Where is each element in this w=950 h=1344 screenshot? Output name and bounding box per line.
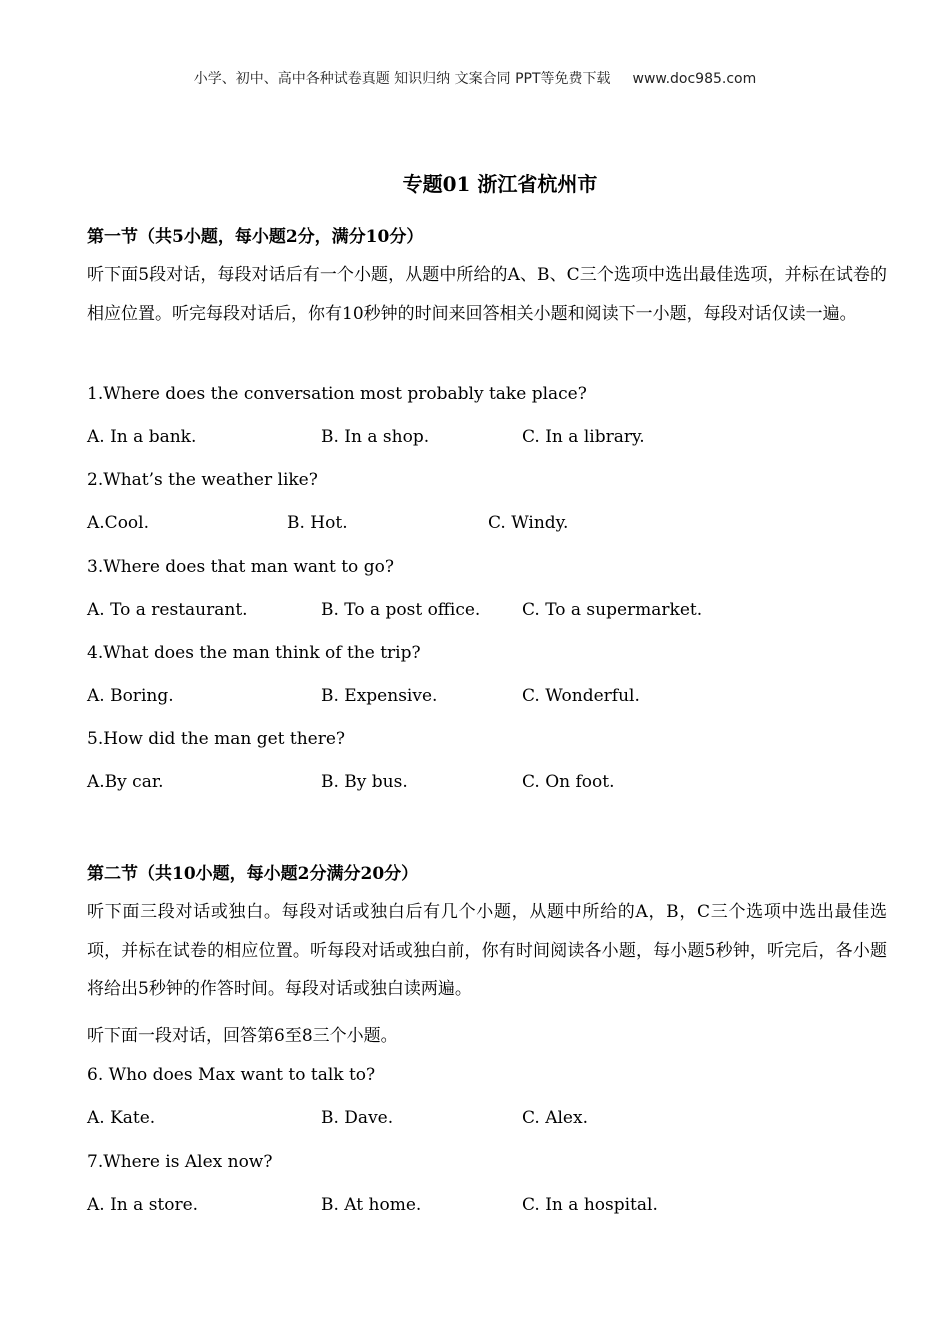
option-a[interactable]: A.Cool.: [87, 513, 149, 533]
header-text: 小学、初中、高中各种试卷真题 知识归纳 文案合同 PPT等免费下载: [193, 71, 611, 87]
option-a[interactable]: A. In a bank.: [87, 427, 197, 447]
question-3: 3.Where does that man want to go?: [87, 557, 394, 577]
option-b[interactable]: B. In a shop.: [321, 427, 430, 447]
option-b[interactable]: B. Hot.: [287, 513, 348, 533]
section2-instructions: 听下面三段对话或独白。每段对话或独白后有几个小题，从题中所给的A，B，C三个选项中选出最佳选项，并标在试卷的相应位置。听每段对话或独白前，你有时间阅读各小题，每小题5秒钟，听完后，各小题将给出5秒钟的作答时间。每段对话或独白读两遍。: [87, 902, 887, 999]
option-c[interactable]: C. On foot.: [522, 772, 615, 792]
header-site-link[interactable]: www.doc985.com: [632, 71, 757, 87]
question-5: 5.How did the man get there?: [87, 729, 346, 749]
question-1: 1.Where does the conversation most probably take place?: [87, 384, 587, 404]
section1-heading: 第一节（共5小题，每小题2分，满分10分）: [87, 227, 424, 247]
option-a[interactable]: A. Boring.: [87, 686, 174, 706]
option-b[interactable]: B. Expensive.: [321, 686, 438, 706]
option-a[interactable]: A. Kate.: [87, 1108, 156, 1128]
option-b[interactable]: B. By bus.: [321, 772, 408, 792]
option-c[interactable]: C. Wonderful.: [522, 686, 640, 706]
section1-instructions: 听下面5段对话，每段对话后有一个小题，从题中所给的A、B、C三个选项中选出最佳选项，并标在试卷的相应位置。听完每段对话后，你有10秒钟的时间来回答相关小题和阅读下一小题，每段对话仅读一遍。: [87, 265, 887, 324]
option-c[interactable]: C. Alex.: [522, 1108, 588, 1128]
option-c[interactable]: C. Windy.: [488, 513, 569, 533]
question-7: 7.Where is Alex now?: [87, 1152, 273, 1172]
option-b[interactable]: B. Dave.: [321, 1108, 394, 1128]
section2-sub-instruction: 听下面一段对话，回答第6至8三个小题。: [87, 1026, 398, 1046]
option-a[interactable]: A. To a restaurant.: [87, 600, 248, 620]
option-b[interactable]: B. At home.: [321, 1195, 422, 1215]
option-a[interactable]: A.By car.: [87, 772, 164, 792]
question-4: 4.What does the man think of the trip?: [87, 643, 421, 663]
page-header: [0, 68, 950, 88]
question-6: 6. Who does Max want to talk to?: [87, 1065, 376, 1085]
option-c[interactable]: C. In a library.: [522, 427, 645, 447]
section2-heading: 第二节（共10小题，每小题2分满分20分）: [87, 864, 419, 884]
option-a[interactable]: A. In a store.: [87, 1195, 199, 1215]
option-b[interactable]: B. To a post office.: [321, 600, 481, 620]
option-c[interactable]: C. In a hospital.: [522, 1195, 658, 1215]
page-title: 专题01 浙江省杭州市: [402, 172, 598, 196]
option-c[interactable]: C. To a supermarket.: [522, 600, 703, 620]
question-2: 2.What’s the weather like?: [87, 470, 318, 490]
